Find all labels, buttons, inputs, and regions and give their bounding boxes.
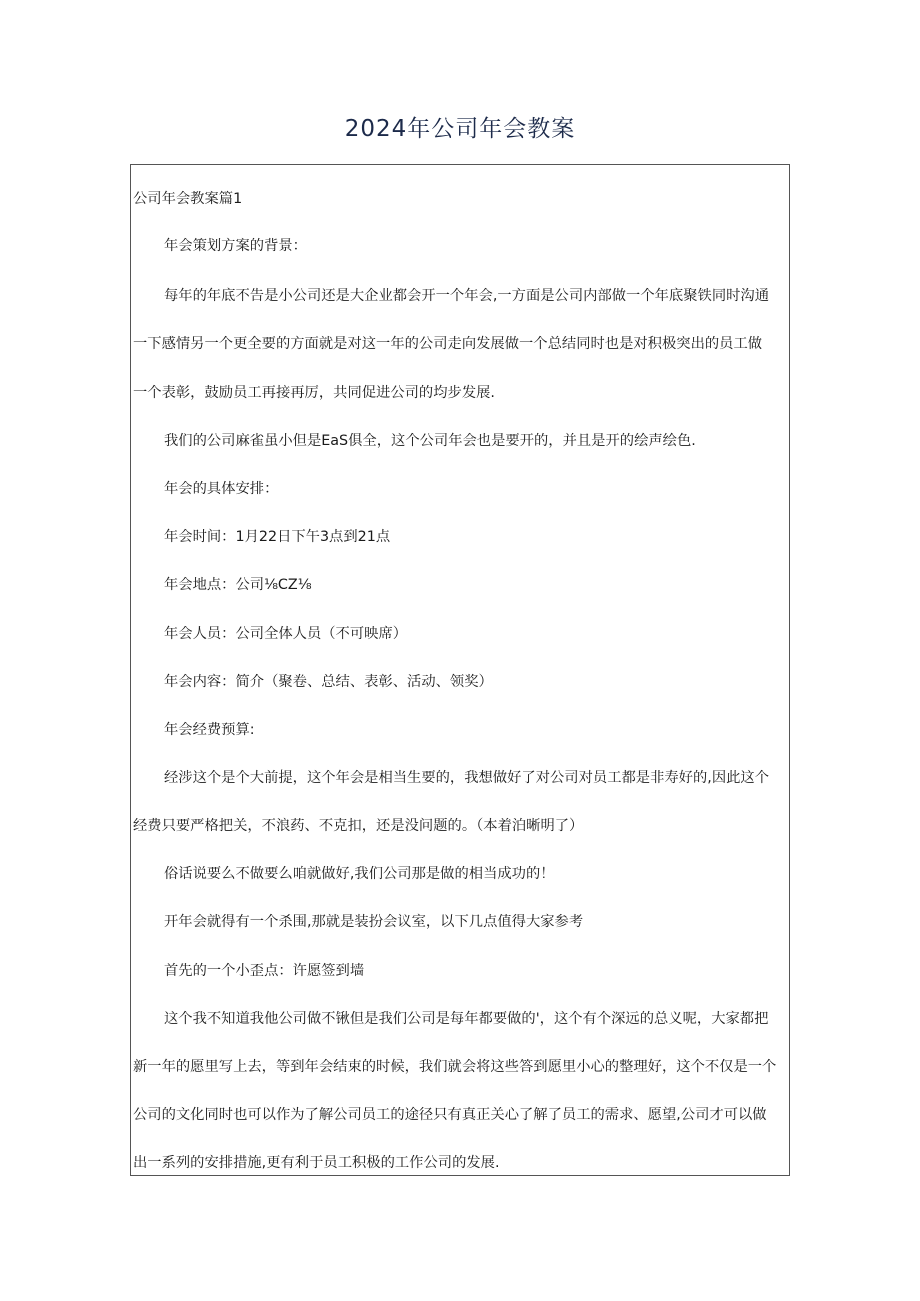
paragraph-line: 年会人员：公司全体人员（不可映席） — [164, 626, 408, 642]
paragraph-line: 年会地点：公司⅛CZ⅛ — [164, 577, 312, 593]
paragraph-line: 经费只要严格把关，不浪药、不克扣，还是没问题的。（本着泊晰明了） — [133, 818, 584, 834]
paragraph-line: 年会的具体安排： — [164, 481, 279, 497]
paragraph-line: 一个表彰，鼓励员工再接再厉，共同促进公司的均步发展. — [133, 385, 495, 401]
paragraph-line: 这个我不知道我他公司做不锹但是我们公司是每年都要做的'，这个有个深远的总义呢，大家都把 — [164, 1011, 769, 1027]
paragraph-line: 新一年的愿里写上去，等到年会结束的时候，我们就会将这些答到愿里小心的整理好，这个不仅是一个 — [133, 1059, 777, 1075]
paragraph-line: 公司的文化同时也可以作为了解公司员工的途径只有真正关心了解了员工的需求、愿望,公司才可以做 — [133, 1107, 767, 1123]
paragraph-line: 年会时间：1月22日下午3点到21点 — [164, 529, 391, 545]
paragraph-line: 开年会就得有一个杀围,那就是装扮会议室，以下几点值得大家参考 — [164, 914, 584, 930]
paragraph-line: 年会经费预算: — [164, 722, 255, 738]
section-heading: 公司年会教案篇1 — [133, 191, 243, 207]
document-title: 2024年公司年会教案 — [344, 116, 576, 142]
paragraph-line: 经涉这个是个大前提，这个年会是相当生要的，我想做好了对公司对员工都是非寿好的,因此这个 — [164, 770, 770, 786]
paragraph-line: 俗话说要么不做要么咱就做好,我们公司那是做的相当成功的！ — [164, 866, 555, 882]
paragraph-line: 出一系列的安排措施,更有利于员工积极的工作公司的发展. — [133, 1155, 500, 1171]
paragraph-line: 年会策划方案的背景： — [164, 238, 307, 254]
paragraph-line: 每年的年底不告是小公司还是大企业都会开一个年会,一方面是公司内部做一个年底聚铁同时沟通 — [164, 288, 770, 304]
content-frame — [130, 164, 790, 1176]
paragraph-line: 一下感情另一个更全要的方面就是对这一年的公司走向发展做一个总结同时也是对积极突出的员工做 — [133, 336, 763, 352]
paragraph-line: 年会内容：简介（聚卷、总结、表彰、活动、领奖） — [164, 674, 493, 690]
paragraph-line: 我们的公司麻雀虽小但是EaS俱全，这个公司年会也是要开的，并且是开的绘声绘色. — [164, 433, 696, 449]
paragraph-line: 首先的一个小歪点：许愿签到墙 — [164, 963, 365, 979]
